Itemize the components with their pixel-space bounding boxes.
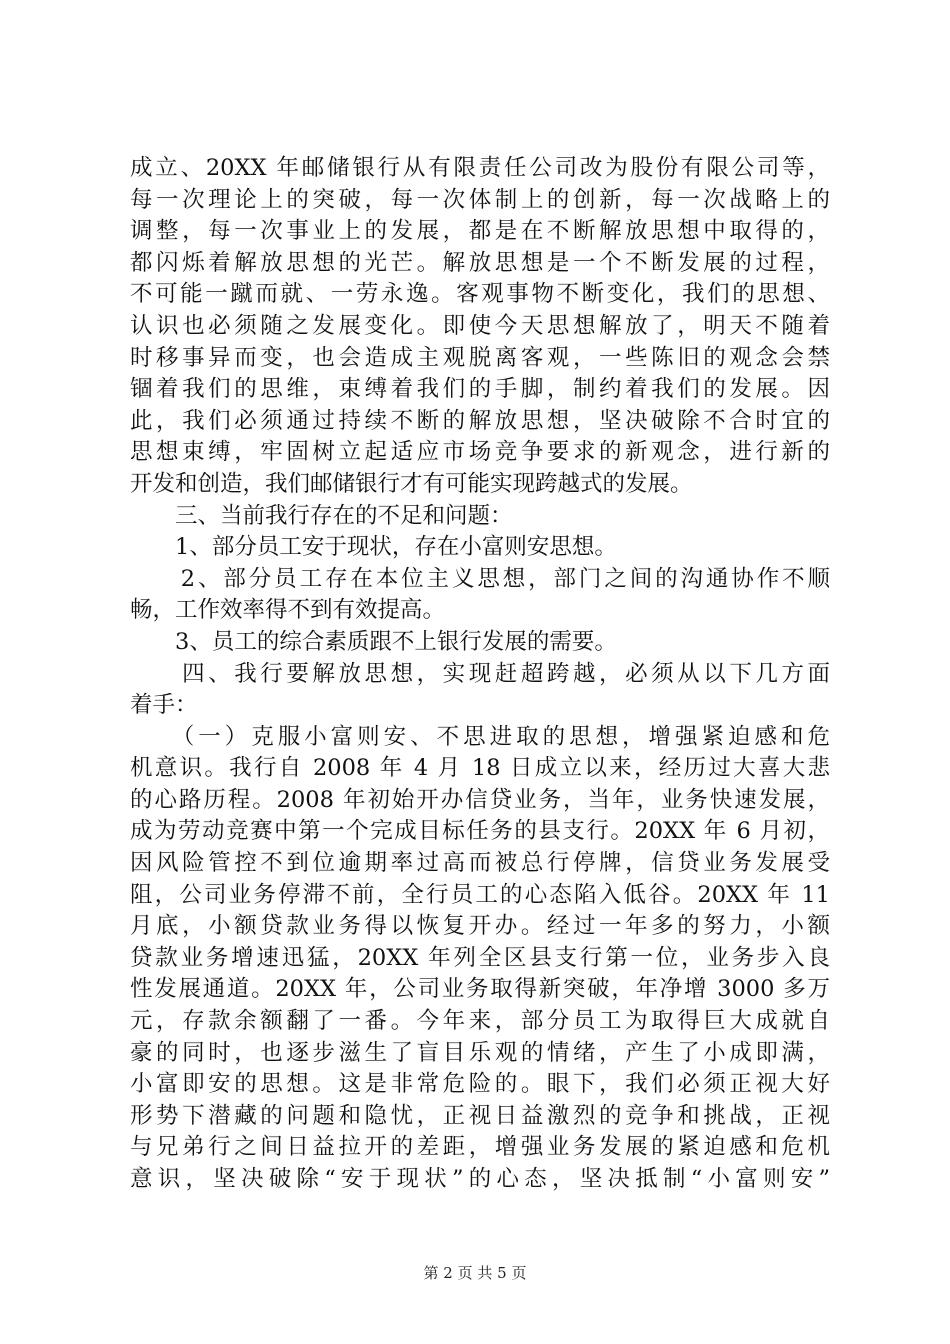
text-line: 成为劳动竞赛中第一个完成目标任务的县支行。20XX 年 6 月初， bbox=[130, 818, 830, 845]
text-line: 月底，小额贷款业务得以恢复开办。经过一年多的努力，小额 bbox=[130, 913, 830, 940]
text-line: 认识也必须随之发展变化。即使今天思想解放了，明天不随着 bbox=[130, 312, 830, 339]
text-line: 每一次理论上的突破，每一次体制上的创新，每一次战略上的 bbox=[130, 186, 830, 213]
text-line: 豪的同时，也逐步滋生了盲目乐观的情绪，产生了小成即满， bbox=[130, 1039, 830, 1066]
text-line: 成立、20XX 年邮储银行从有限责任公司改为股份有限公司等， bbox=[130, 155, 830, 181]
text-line: 此，我们必须通过持续不断的解放思想，坚决破除不合时宜的 bbox=[130, 407, 830, 434]
text-line: 性发展通道。20XX 年，公司业务取得新突破，年净增 3000 多万 bbox=[130, 976, 830, 1003]
document-body bbox=[130, 153, 830, 1196]
text-line: 调整，每一次事业上的发展，都是在不断解放思想中取得的， bbox=[130, 218, 830, 245]
text-line: 3、员工的综合素质跟不上银行发展的需要。 bbox=[130, 628, 617, 655]
text-line: 形势下潜藏的问题和隐忧，正视日益激烈的竞争和挑战，正视 bbox=[130, 1102, 830, 1129]
text-line: 阻，公司业务停滞不前，全行员工的心态陷入低谷。20XX 年 11 bbox=[130, 881, 830, 908]
text-line: 时移事异而变，也会造成主观脱离客观，一些陈旧的观念会禁 bbox=[130, 344, 830, 371]
text-line: 思想束缚，牢固树立起适应市场竞争要求的新观念，进行新的 bbox=[130, 439, 830, 466]
text-line: （一）克服小富则安、不思进取的思想，增强紧迫感和危 bbox=[130, 723, 830, 750]
text-line: 元，存款余额翻了一番。今年来，部分员工为取得巨大成就自 bbox=[130, 1008, 830, 1035]
section-heading: 三、当前我行存在的不足和问题： bbox=[130, 502, 513, 529]
text-line: 因风险管控不到位逾期率过高而被总行停牌，信贷业务发展受 bbox=[130, 850, 830, 877]
text-line: 2、部分员工存在本位主义思想，部门之间的沟通协作不顺 bbox=[130, 565, 830, 592]
page-footer: 第 2 页 共 5 页 bbox=[423, 1264, 527, 1282]
text-line: 意识，坚决破除“安于现状”的心态，坚决抵制“小富则安” bbox=[130, 1166, 830, 1192]
text-line: 开发和创造，我们邮储银行才有可能实现跨越式的发展。 bbox=[130, 470, 693, 497]
text-line: 小富即安的思想。这是非常危险的。眼下，我们必须正视大好 bbox=[130, 1071, 830, 1098]
text-line: 不可能一蹴而就、一劳永逸。客观事物不断变化，我们的思想、 bbox=[130, 281, 830, 308]
text-line: 1、部分员工安于现状，存在小富则安思想。 bbox=[130, 534, 617, 561]
text-line: 贷款业务增速迅猛，20XX 年列全区县支行第一位，业务步入良 bbox=[130, 944, 830, 971]
section-heading: 四、我行要解放思想，实现赶超跨越，必须从以下几方面 bbox=[130, 660, 830, 687]
text-line: 锢着我们的思维，束缚着我们的手脚，制约着我们的发展。因 bbox=[130, 376, 830, 403]
section-heading: 着手： bbox=[130, 692, 198, 719]
text-line: 的心路历程。2008 年初始开办信贷业务，当年，业务快速发展， bbox=[130, 786, 830, 813]
text-line: 畅，工作效率得不到有效提高。 bbox=[130, 597, 446, 624]
text-line: 与兄弟行之间日益拉开的差距，增强业务发展的紧迫感和危机 bbox=[130, 1134, 830, 1161]
text-line: 都闪烁着解放思想的光芒。解放思想是一个不断发展的过程， bbox=[130, 249, 830, 276]
text-line: 机意识。我行自 2008 年 4 月 18 日成立以来，经历过大喜大悲 bbox=[130, 755, 830, 782]
